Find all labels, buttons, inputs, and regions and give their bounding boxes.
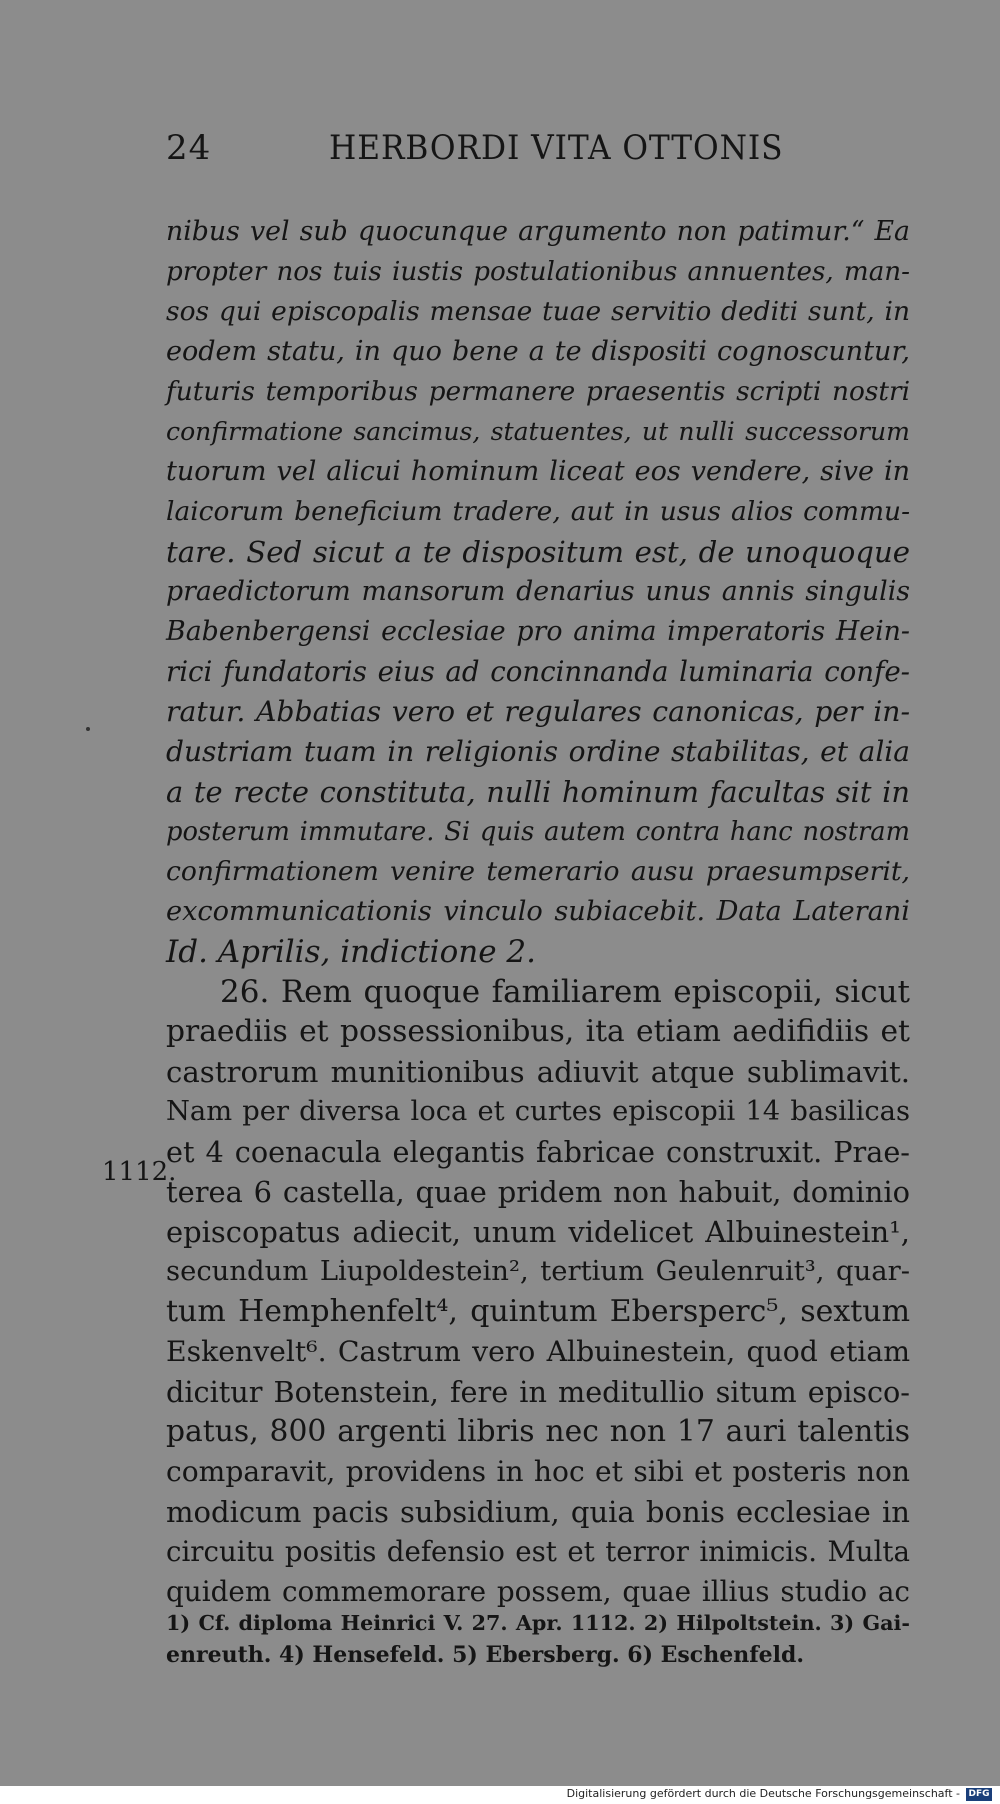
text-line: futuris temporibus permanere praesentis scripti nostri <box>166 377 910 407</box>
text-line: confirmatione sancimus, statuentes, ut nulli successorum <box>166 417 910 446</box>
text-line: et 4 coenacula elegantis fabricae construxit. Prae- <box>166 1135 910 1169</box>
text-line: nibus vel sub quocunque argumento non patimur.“ Ea <box>166 216 910 247</box>
text-line: Babenbergensi ecclesiae pro anima imperatoris Hein- <box>166 616 910 647</box>
page-header <box>166 128 910 172</box>
footnote-line: 1) Cf. diploma Heinrici V. 27. Apr. 1112. 2) Hilpoltstein. 3) Gai- <box>166 1611 910 1635</box>
text-line: comparavit, providens in hoc et sibi et posteris non <box>166 1455 910 1488</box>
running-title: HERBORDI VITA OTTONIS <box>329 128 784 168</box>
text-line: episcopatus adiecit, unum videlicet Albuinestein¹, <box>166 1215 910 1249</box>
text-line: ratur. Abbatias vero et regulares canonicas, per in- <box>166 695 910 728</box>
paragraph-start-line: 26. Rem quoque familiarem episcopii, sicut <box>220 974 910 1010</box>
text-line: praediis et possessionibus, ita etiam aedifidiis et <box>166 1014 910 1049</box>
dfg-logo-icon: DFG <box>966 1788 992 1801</box>
text-line: castrorum munitionibus adiuvit atque sublimavit. <box>166 1055 910 1089</box>
footnote-line: enreuth. 4) Hensefeld. 5) Ebersberg. 6) Eschenfeld. <box>166 1642 805 1668</box>
body-text <box>166 212 910 1612</box>
text-line: confirmationem venire temerario ausu praesumpserit, <box>166 856 910 887</box>
text-line: a te recte constituta, nulli hominum facultas sit in <box>166 775 910 809</box>
text-line: Eskenvelt⁶. Castrum vero Albuinestein, quod etiam <box>166 1335 910 1368</box>
text-line: rici fundatoris eius ad concinnanda luminaria confe- <box>166 655 910 688</box>
text-line: terea 6 castella, quae pridem non habuit, dominio <box>166 1175 910 1209</box>
text-line: secundum Liupoldestein², tertium Geulenruit³, quar- <box>166 1256 910 1287</box>
text-line: dicitur Botenstein, fere in meditullio situm episco- <box>166 1375 910 1409</box>
text-line: tuorum vel alicui hominum liceat eos vendere, sive in <box>166 456 910 487</box>
text-line: modicum pacis subsidium, quia bonis ecclesiae in <box>166 1495 910 1529</box>
text-line: patus, 800 argenti libris nec non 17 auri talentis <box>166 1414 910 1449</box>
credit-text: Digitalisierung gefördert durch die Deutsche Forschungsgemeinschaft - <box>566 1787 960 1800</box>
text-line: Id. Aprilis, indictione 2. <box>166 934 536 970</box>
text-line: posterum immutare. Si quis autem contra hanc nostram <box>166 817 910 847</box>
text-line: tare. Sed sicut a te dispositum est, de unoquoque <box>166 535 910 569</box>
text-line: eodem statu, in quo bene a te dispositi cognoscuntur, <box>166 336 910 367</box>
text-line: tum Hemphenfelt⁴, quintum Ebersperc⁵, sextum <box>166 1294 910 1329</box>
text-line: excommunicationis vinculo subiacebit. Data Laterani <box>166 896 910 927</box>
digitization-credit-bar <box>0 1786 1000 1804</box>
text-line: laicorum beneficium tradere, aut in usus alios commu- <box>166 496 910 527</box>
text-line: sos qui episcopalis mensae tuae servitio dediti sunt, in <box>166 296 910 327</box>
page-number: 24 <box>166 128 212 168</box>
margin-year-note: 1112. <box>102 1157 177 1187</box>
text-line: Nam per diversa loca et curtes episcopii 14 basilicas <box>166 1096 910 1127</box>
text-line: dustriam tuam in religionis ordine stabilitas, et alia <box>166 735 910 768</box>
text-line: circuitu positis defensio est et terror inimicis. Multa <box>166 1535 910 1568</box>
text-line: praedictorum mansorum denarius unus annis singulis <box>166 576 910 607</box>
margin-mark <box>86 727 90 731</box>
footnotes <box>166 1607 910 1671</box>
text-line: propter nos tuis iustis postulationibus annuentes, man- <box>166 257 910 287</box>
text-line: quidem commemorare possem, quae illius studio ac <box>166 1575 910 1608</box>
